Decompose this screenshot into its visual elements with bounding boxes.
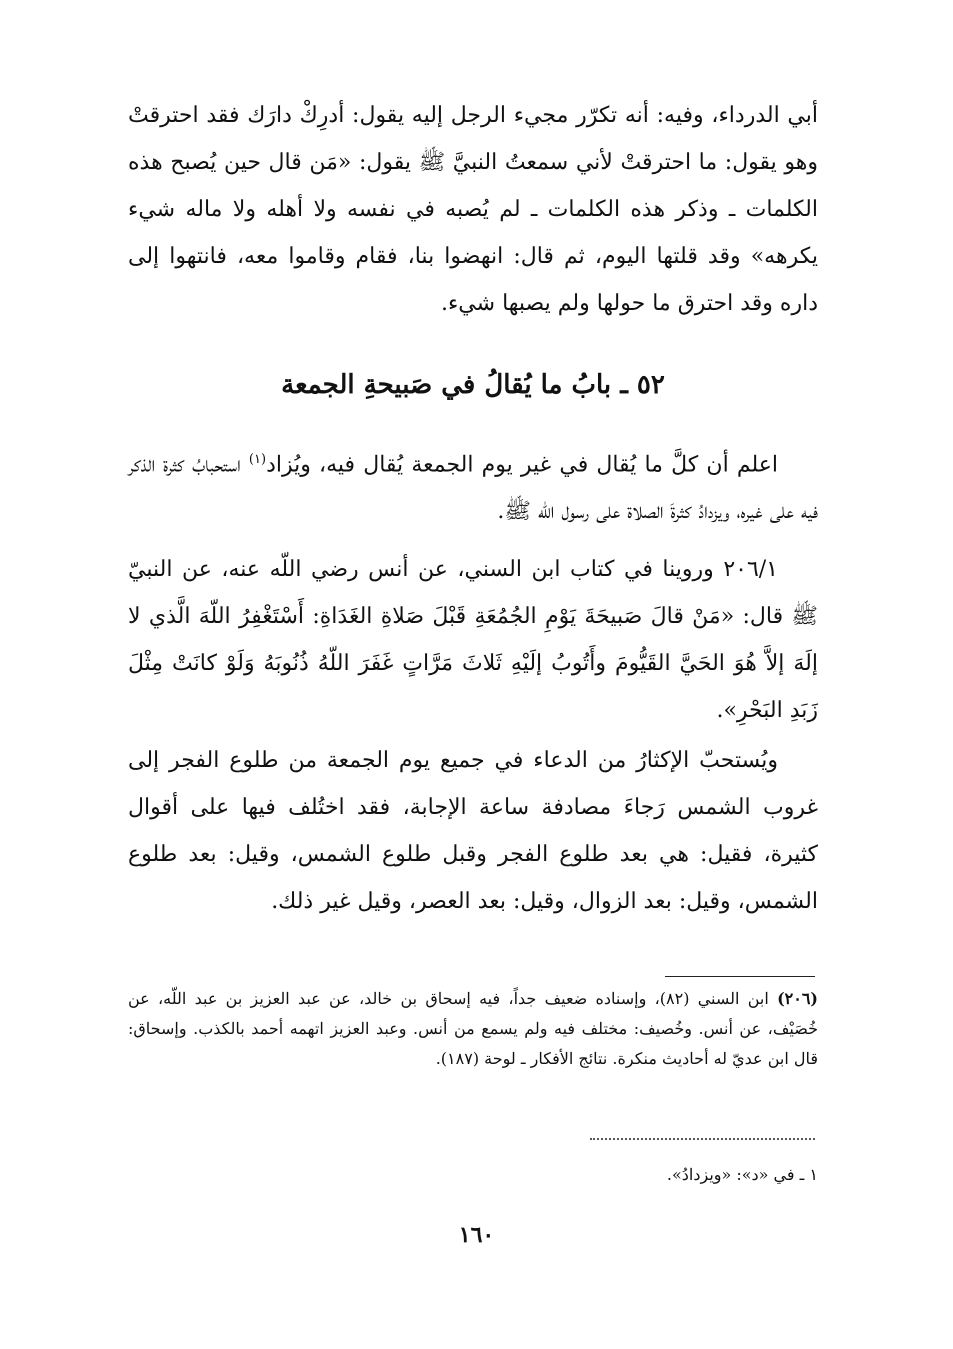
hadith-paragraph-text: ٢٠٦/١ وروينا في كتاب ابن السني، عن أنس رضي اللّه عنه، عن النبيّ ﷺ قال: «مَنْ قالَ صَبيحَةَ يَوْمِ الجُمُعَةِ قَبْلَ صَلاةِ الغَدَاةِ: أَسْتَغْفِرُ اللّهَ الَّذي لا إلَهَ إلاَّ هُوَ الحَيَّ القَيُّومَ وأَتُوبُ إلَيْهِ ثَلاثَ مَرَّاتٍ غَفَرَ اللّهُ ذُنُوبَهُ وَلَوْ كانَتْ مِثْلَ زَبَدِ البَحْرِ». bbox=[128, 557, 818, 723]
intro-text-end: استحبابُ كثرة الذكر فيه على غيره، ويزدادُ كثرةَ الصلاة على رسول اللّه ﷺ. bbox=[128, 452, 818, 525]
hadith-paragraph bbox=[128, 546, 818, 734]
chapter-heading: ٥٢ ـ بابُ ما يُقالُ في صَبيحةِ الجمعة bbox=[281, 370, 665, 400]
footnote-1: ١ ـ في «د»: «ويزدادُ». bbox=[666, 1165, 818, 1184]
footnote-206 bbox=[128, 984, 818, 1074]
dua-paragraph bbox=[128, 737, 818, 925]
footnote-separator bbox=[665, 976, 815, 977]
footnote-206-text: ابن السني (٨٢)، وإسناده ضعيف جداً، فيه إسحاق بن خالد، عن عبد العزيز بن عبد اللّه، عن خُصَيْف، عن أنس. وخُصيف: مختلف فيه ولم يسمع من أنس. وعبد العزيز اتهمه أحمد بالكذب. وإسحاق: قال ابن عديّ له أحاديث منكرة. نتائج الأفكار ـ لوحة (١٨٧). bbox=[128, 989, 818, 1068]
page-number: ١٦٠ bbox=[458, 1222, 495, 1248]
dua-paragraph-text: ويُستحبّ الإكثارُ من الدعاء في جميع يوم الجمعة من طلوع الفجر إلى غروب الشمس رَجاءَ مصادفة ساعة الإجابة، فقد اختُلف فيها على أقوال كثيرة، فقيل: هي بعد طلوع الفجر وقبل طلوع الشمس، وقيل: بعد طلوع الشمس، وقيل: بعد الزوال، وقيل: بعد العصر، وقيل غير ذلك. bbox=[128, 748, 819, 914]
intro-text-start: اعلم أن كلَّ ما يُقال في غير يوم الجمعة يُقال فيه، ويُزاد bbox=[266, 452, 779, 478]
top-paragraph bbox=[128, 92, 818, 327]
footnote-marker-1: (١) bbox=[248, 452, 267, 467]
dotted-separator bbox=[590, 1138, 815, 1140]
intro-paragraph bbox=[128, 436, 818, 535]
top-paragraph-text: أبي الدرداء، وفيه: أنه تكرّر مجيء الرجل إليه يقول: أدرِكْ دارَك فقد احترقتْ وهو يقول: ما احترقتْ لأني سمعتُ النبيَّ ﷺ يقول: «مَن قال حين يُصبح هذه الكلمات ـ وذكر هذه الكلمات ـ لم يُصبه في نفسه ولا أهله ولا ماله شيء يكرهه» وقد قلتها اليوم، ثم قال: انهضوا بنا، فقام وقاموا معه، فانتهوا إلى داره وقد احترق ما حولها ولم يصبها شيء. bbox=[128, 103, 818, 316]
footnote-206-number: (٢٠٦) bbox=[777, 989, 818, 1008]
intro-paragraph-text bbox=[128, 436, 818, 535]
